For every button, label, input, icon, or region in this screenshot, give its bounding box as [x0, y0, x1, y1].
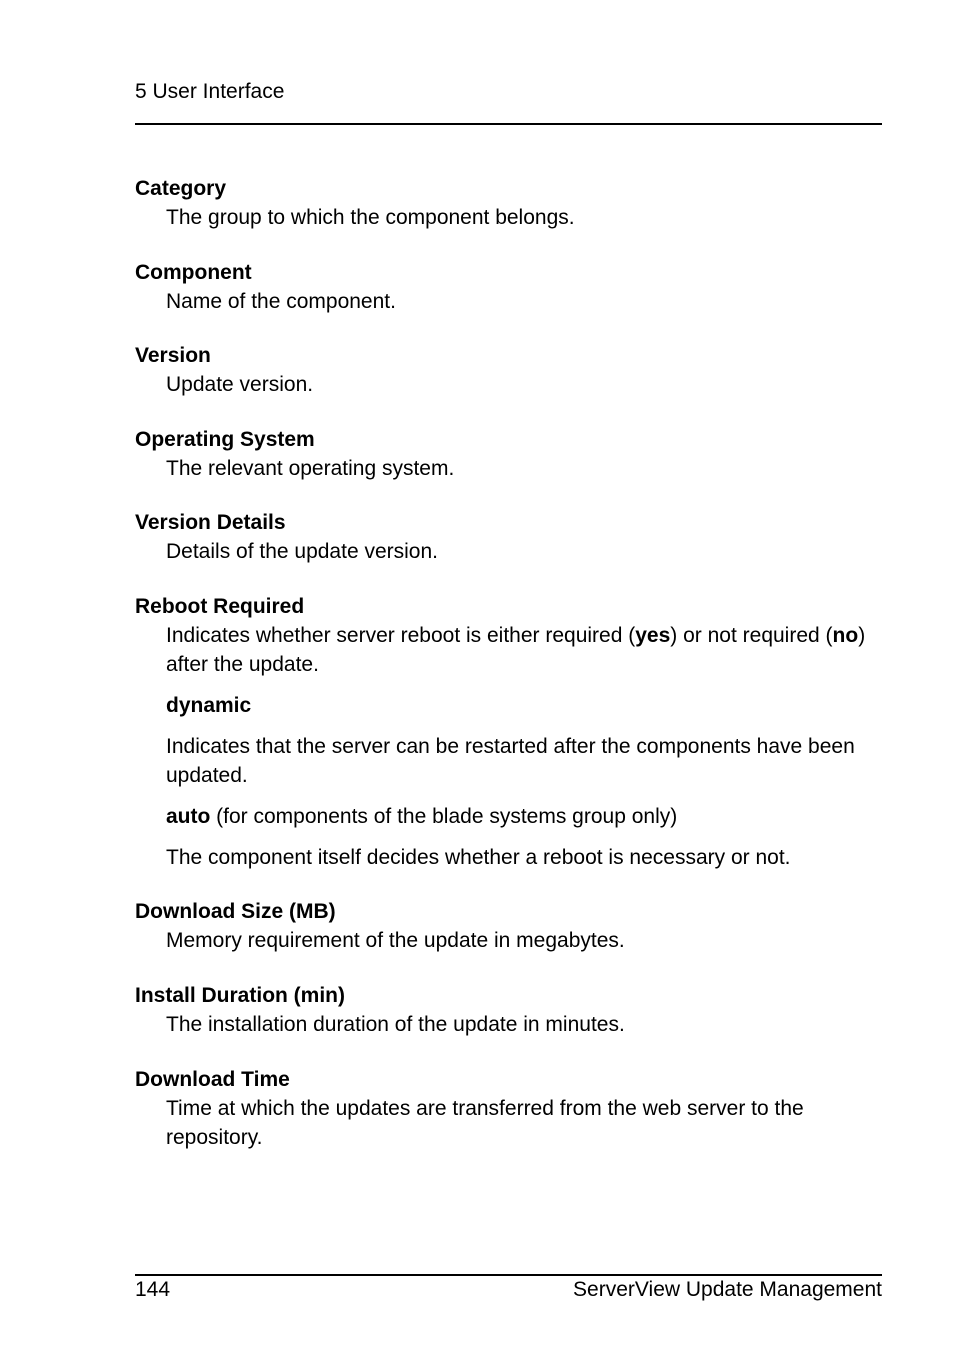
document-title: ServerView Update Management	[573, 1278, 882, 1301]
term-component: Component	[135, 261, 252, 284]
header-divider	[135, 123, 882, 125]
term-version-details: Version Details	[135, 511, 286, 534]
desc-dynamic-tail: updated.	[166, 764, 248, 787]
term-operating-system: Operating System	[135, 428, 315, 451]
desc-install-duration: The installation duration of the update in minutes.	[166, 1013, 625, 1036]
desc-reboot-text-2: ) or not required (	[670, 624, 833, 647]
term-download-time: Download Time	[135, 1068, 290, 1091]
term-install-duration: Install Duration (min)	[135, 984, 345, 1007]
term-download-size: Download Size (MB)	[135, 900, 336, 923]
desc-operating-system: The relevant operating system.	[166, 457, 455, 480]
desc-category: The group to which the component belongs.	[166, 206, 575, 229]
term-reboot-required: Reboot Required	[135, 595, 305, 618]
subterm-auto-line	[166, 802, 886, 831]
desc-version: Update version.	[166, 373, 314, 396]
desc-reboot-text-3: )	[858, 624, 866, 647]
page-number: 144	[135, 1278, 171, 1301]
term-version: Version	[135, 344, 211, 367]
value-no: no	[832, 624, 859, 647]
value-yes: yes	[635, 624, 671, 647]
desc-version-details: Details of the update version.	[166, 540, 438, 563]
footer-divider	[135, 1274, 882, 1276]
desc-auto: The component itself decides whether a reboot is necessary or not.	[166, 846, 791, 869]
desc-reboot-required	[166, 621, 886, 650]
desc-download-time: Time at which the updates are transferred from the web server to the	[166, 1097, 804, 1120]
desc-component: Name of the component.	[166, 290, 396, 313]
desc-reboot-text-1: Indicates whether server reboot is either required (	[166, 624, 636, 647]
term-category: Category	[135, 177, 227, 200]
subterm-auto: auto	[166, 805, 211, 828]
subterm-auto-note: (for components of the blade systems group only)	[210, 805, 678, 828]
desc-reboot-required-tail: after the update.	[166, 653, 319, 676]
desc-download-size: Memory requirement of the update in megabytes.	[166, 929, 625, 952]
desc-dynamic: Indicates that the server can be restarted after the components have been	[166, 735, 855, 758]
subterm-dynamic: dynamic	[166, 694, 252, 717]
desc-download-time-tail: repository.	[166, 1126, 263, 1149]
chapter-header: 5 User Interface	[135, 80, 285, 103]
